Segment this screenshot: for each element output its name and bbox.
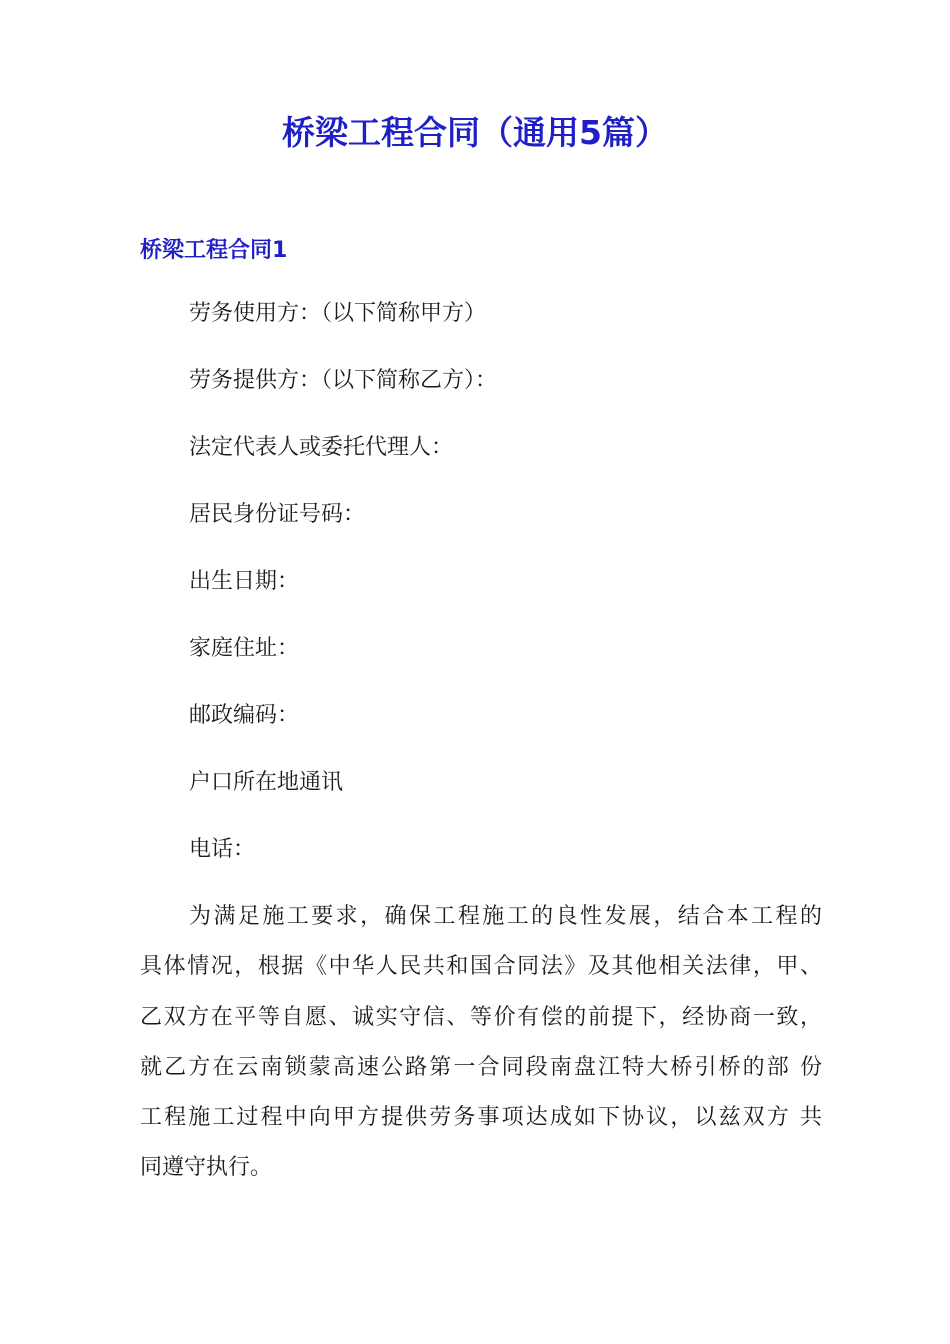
paragraph-line: 工程施工过程中向甲方提供劳务事项达成如下协议，以兹双方 共: [140, 1105, 822, 1130]
document-title: 桥梁工程合同（通用5篇）: [282, 113, 668, 152]
field-labor-provider: 劳务提供方：（以下简称乙方）：: [189, 368, 498, 393]
paragraph-line: 乙双方在平等自愿、诚实守信、等价有偿的前提下，经协商一致，: [140, 1005, 822, 1030]
field-id-number: 居民身份证号码：: [189, 502, 366, 527]
section-heading: 桥梁工程合同1: [140, 238, 288, 263]
paragraph-line: 为满足施工要求，确保工程施工的良性发展，结合本工程的: [189, 904, 822, 929]
field-postal-code: 邮政编码：: [189, 703, 300, 728]
field-phone: 电话：: [189, 837, 256, 862]
field-legal-representative: 法定代表人或委托代理人：: [189, 435, 454, 460]
field-home-address: 家庭住址：: [189, 636, 300, 661]
field-birth-date: 出生日期：: [189, 569, 300, 594]
paragraph-line: 同遵守执行。: [140, 1155, 273, 1180]
paragraph-line: 就乙方在云南锁蒙高速公路第一合同段南盘江特大桥引桥的部 份: [140, 1055, 822, 1080]
field-hukou-address: 户口所在地通讯: [189, 770, 344, 795]
paragraph-line: 具体情况，根据《中华人民共和国合同法》及其他相关法律，甲、: [140, 954, 822, 979]
field-labor-user: 劳务使用方：（以下简称甲方）: [189, 301, 487, 326]
